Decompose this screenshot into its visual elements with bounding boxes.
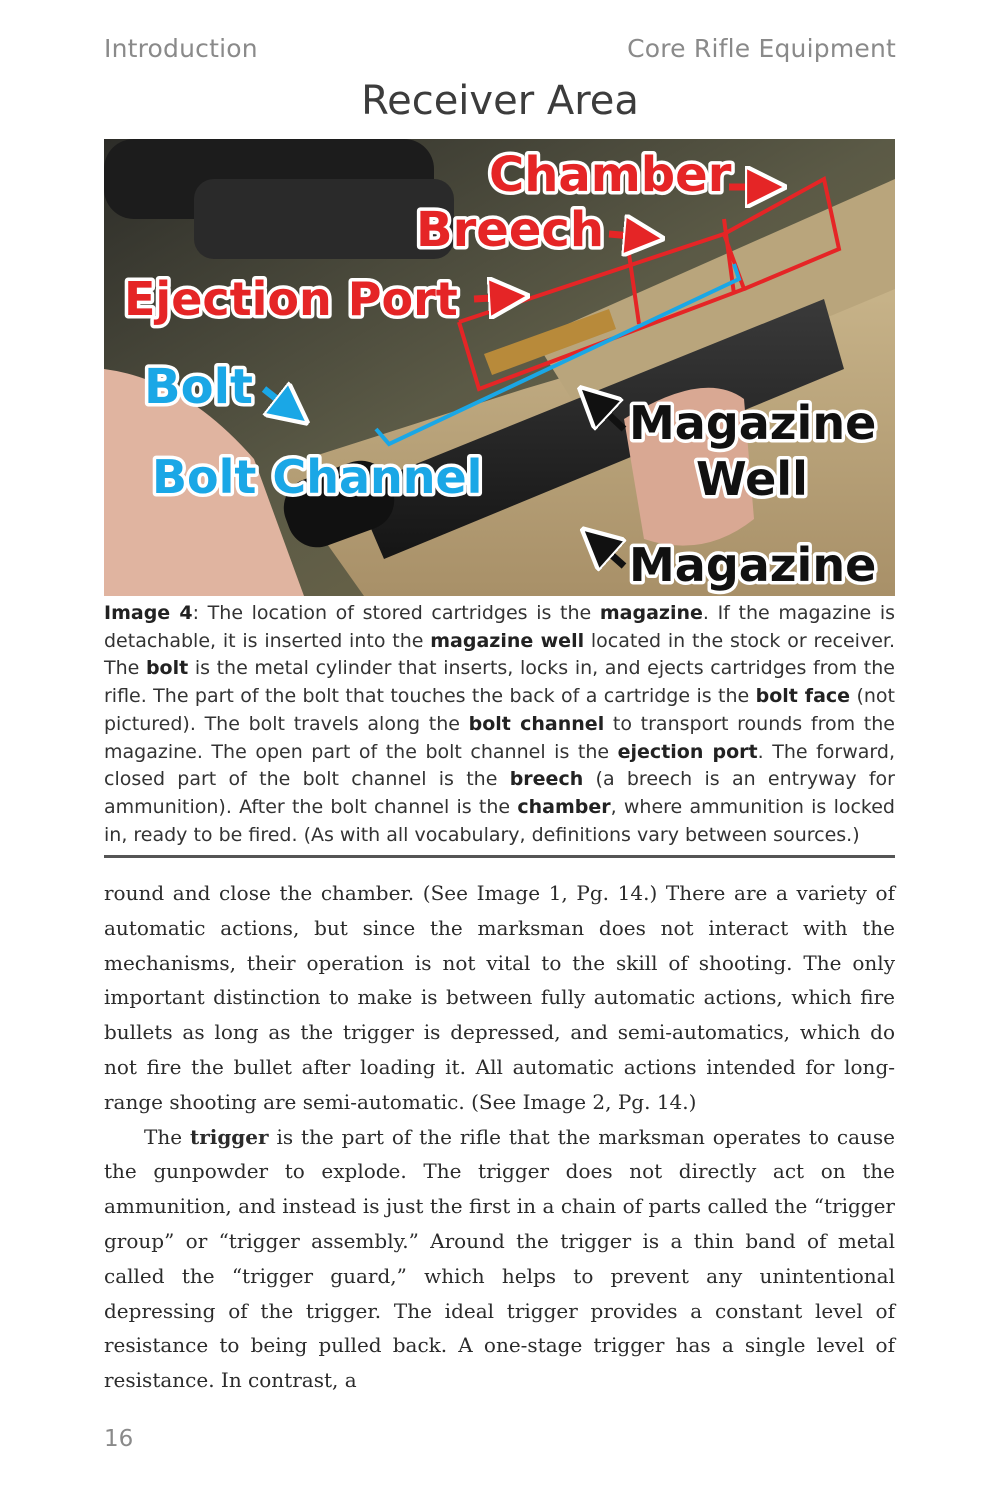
caption-text: . If the magazine is detachable, it is inserted into the (104, 602, 896, 652)
label-ejection-port: Ejection Port (124, 272, 458, 326)
label-breech: Breech (416, 202, 604, 258)
term-chamber: chamber (517, 795, 611, 818)
body-text (104, 876, 895, 1398)
label-magazine-well-line2: Well (696, 452, 808, 506)
caption-text: (a breech is an entryway for ammunition). After the bolt channel is the (104, 768, 895, 818)
term-trigger: trigger (189, 1124, 269, 1149)
label-magazine: Magazine (629, 538, 877, 592)
term-magazine-well: magazine well (430, 629, 585, 652)
label-bolt: Bolt (144, 359, 253, 415)
caption-image-label: Image 4 (104, 602, 193, 624)
term-magazine: magazine (599, 602, 703, 624)
figure-caption (104, 600, 895, 849)
running-header-chapter: Core Rifle Equipment (627, 34, 896, 63)
term-bolt-face: bolt face (755, 685, 851, 708)
caption-text: . The forward, closed part of the bolt channel is the (104, 740, 895, 791)
term-bolt-channel: bolt channel (468, 712, 605, 735)
body-paragraph-1: round and close the chamber. (See Image 1, Pg. 14.) There are a variety of automatic actions, but since the marksman does not interact with the mechanisms, their operation is not vital to the skill of shooting. The only important distinction to make is between fully automatic actions, which fire bullets as long as the trigger is depressed, and semi-automatics, which do not fire the bullet after loading it. All automatic actions intended for long-range shooting are semi-automatic. (See Image 2, Pg. 14.) (104, 881, 895, 1114)
label-bolt-channel: Bolt Channel (152, 450, 483, 504)
caption-divider (104, 855, 895, 858)
running-header-section: Introduction (104, 34, 258, 63)
term-breech: breech (509, 768, 584, 791)
caption-text: (not pictured). The bolt travels along the (104, 685, 895, 735)
label-magazine-well-line1: Magazine (629, 396, 877, 450)
receiver-area-photo (104, 139, 895, 596)
term-ejection-port: ejection port (617, 740, 758, 763)
term-bolt: bolt (145, 657, 189, 680)
caption-text: is the metal cylinder that inserts, locks in, and ejects cartridges from the rifle. The part of the bolt that touches the back of a cartridge is the (104, 657, 895, 708)
page-title: Receiver Area (361, 78, 639, 124)
label-chamber: Chamber (489, 147, 732, 203)
body-text-span: The (144, 1124, 190, 1149)
page-number: 16 (104, 1426, 134, 1452)
body-text-span: is the part of the rifle that the marksman operates to cause the gunpowder to explode. The trigger does not directly act on the ammunition, and instead is just the first in a chain of parts called the “trigger group” or “trigger assembly.” Around the trigger is a thin band of metal called the “trigger guard,” which helps to prevent any unintentional depressing of the trigger. The ideal trigger provides a constant level of resistance to being pulled back. A one-stage trigger has a single level of resistance. In contrast, a (104, 1124, 895, 1393)
body-paragraph-2 (104, 1120, 895, 1398)
caption-text: , where ammunition is locked in, ready to be fired. (As with all vocabulary, definitions vary between sources.) (104, 795, 895, 846)
caption-text: to transport rounds from the magazine. The open part of the bolt channel is the (104, 712, 895, 763)
caption-text: : The location of stored cartridges is the (192, 602, 600, 624)
caption-text: located in the stock or receiver. The (104, 629, 895, 680)
